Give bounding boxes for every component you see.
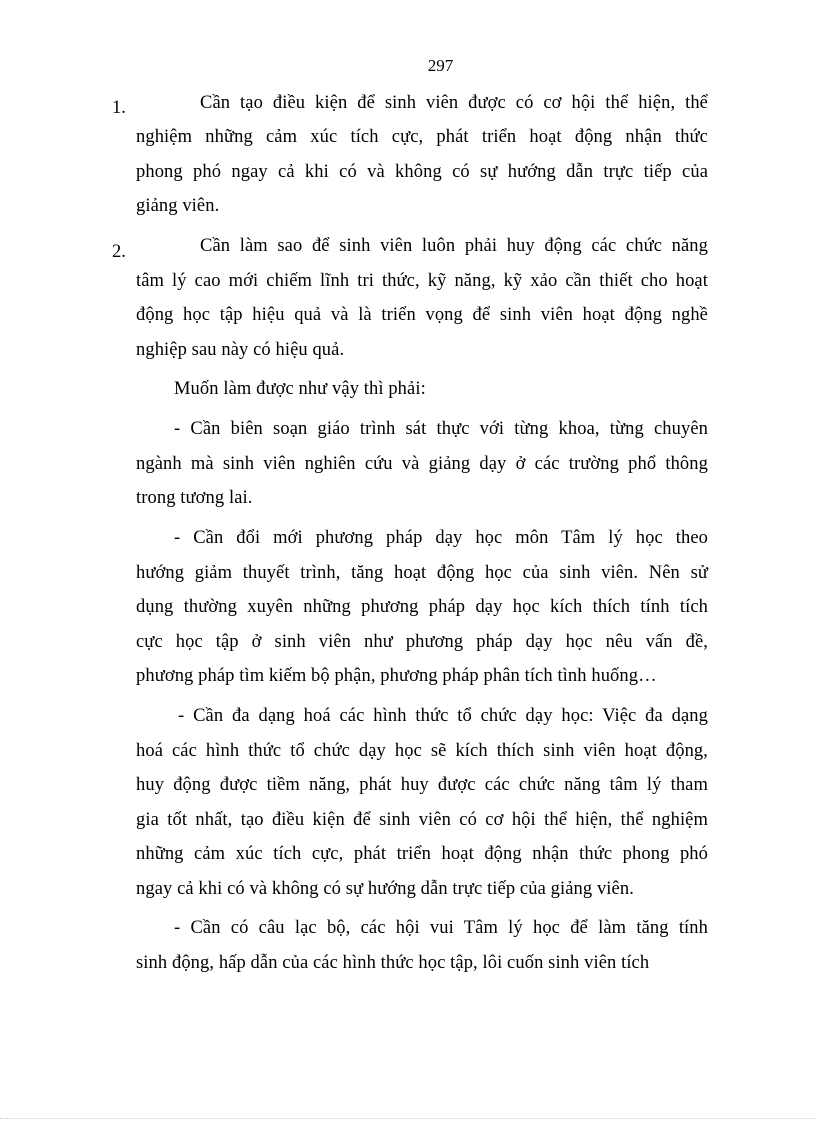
bullet-3-line-4: gia tốt nhất, tạo điều kiện để sinh viên có cơ hội thể hiện, thể nghiệm [136, 810, 708, 830]
bullet-3-line-6: ngay cả khi có và không có sự hướng dẫn trực tiếp của giảng viên. [136, 879, 634, 899]
bullet-1-line-2: ngành mà sinh viên nghiên cứu và giảng dạy ở các trường phổ thông [136, 454, 708, 474]
item-1-line-1: Cần tạo điều kiện để sinh viên được có cơ hội thể hiện, thể [200, 93, 708, 113]
bullet-3-line-2: hoá các hình thức tổ chức dạy học sẽ kích thích sinh viên hoạt động, [136, 741, 708, 761]
bullet-2-line-2: hướng giảm thuyết trình, tăng hoạt động học của sinh viên. Nên sử [136, 563, 708, 583]
page-bottom-border [0, 1118, 816, 1119]
item-1-line-4: giảng viên. [136, 196, 220, 216]
item-2-line-2: tâm lý cao mới chiếm lĩnh tri thức, kỹ năng, kỹ xảo cần thiết cho hoạt [136, 271, 708, 291]
item-2-line-4: nghiệp sau này có hiệu quả. [136, 340, 345, 360]
bullet-1-line-3: trong tương lai. [136, 488, 253, 508]
bullet-4-line-1: - Cần có câu lạc bộ, các hội vui Tâm lý học để làm tăng tính [174, 918, 708, 938]
intro-text: Muốn làm được như vậy thì phải: [174, 379, 426, 399]
bullet-2-line-1: - Cần đổi mới phương pháp dạy học môn Tâm lý học theo [174, 528, 708, 548]
bullet-2-line-3: dụng thường xuyên những phương pháp dạy học kích thích tính tích [136, 597, 708, 617]
list-number-2: 2. [112, 242, 126, 262]
item-1-line-3: phong phó ngay cả khi có và không có sự hướng dẫn trực tiếp của [136, 162, 708, 182]
item-2-line-1: Cần làm sao để sinh viên luôn phải huy động các chức năng [200, 236, 708, 256]
bullet-2-line-4: cực học tập ở sinh viên như phương pháp dạy học nêu vấn đề, [136, 632, 708, 652]
list-number-1: 1. [112, 98, 126, 118]
bullet-3-line-3: huy động được tiềm năng, phát huy được các chức năng tâm lý tham [136, 775, 708, 795]
bullet-3-line-5: những cảm xúc tích cực, phát triển hoạt động nhận thức phong phó [136, 844, 708, 864]
item-1-line-2: nghiệm những cảm xúc tích cực, phát triển hoạt động nhận thức [136, 127, 708, 147]
bullet-3-line-1: - Cần đa dạng hoá các hình thức tổ chức dạy học: Việc đa dạng [178, 706, 708, 726]
item-2-line-3: động học tập hiệu quả và là triển vọng để sinh viên hoạt động nghề [136, 305, 708, 325]
bullet-1-line-1: - Cần biên soạn giáo trình sát thực với từng khoa, từng chuyên [174, 419, 708, 439]
bullet-4-line-2: sinh động, hấp dẫn của các hình thức học tập, lôi cuốn sinh viên tích [136, 953, 650, 973]
bullet-2-line-5: phương pháp tìm kiếm bộ phận, phương pháp phân tích tình huống… [136, 666, 657, 686]
page-number: 297 [427, 56, 454, 75]
